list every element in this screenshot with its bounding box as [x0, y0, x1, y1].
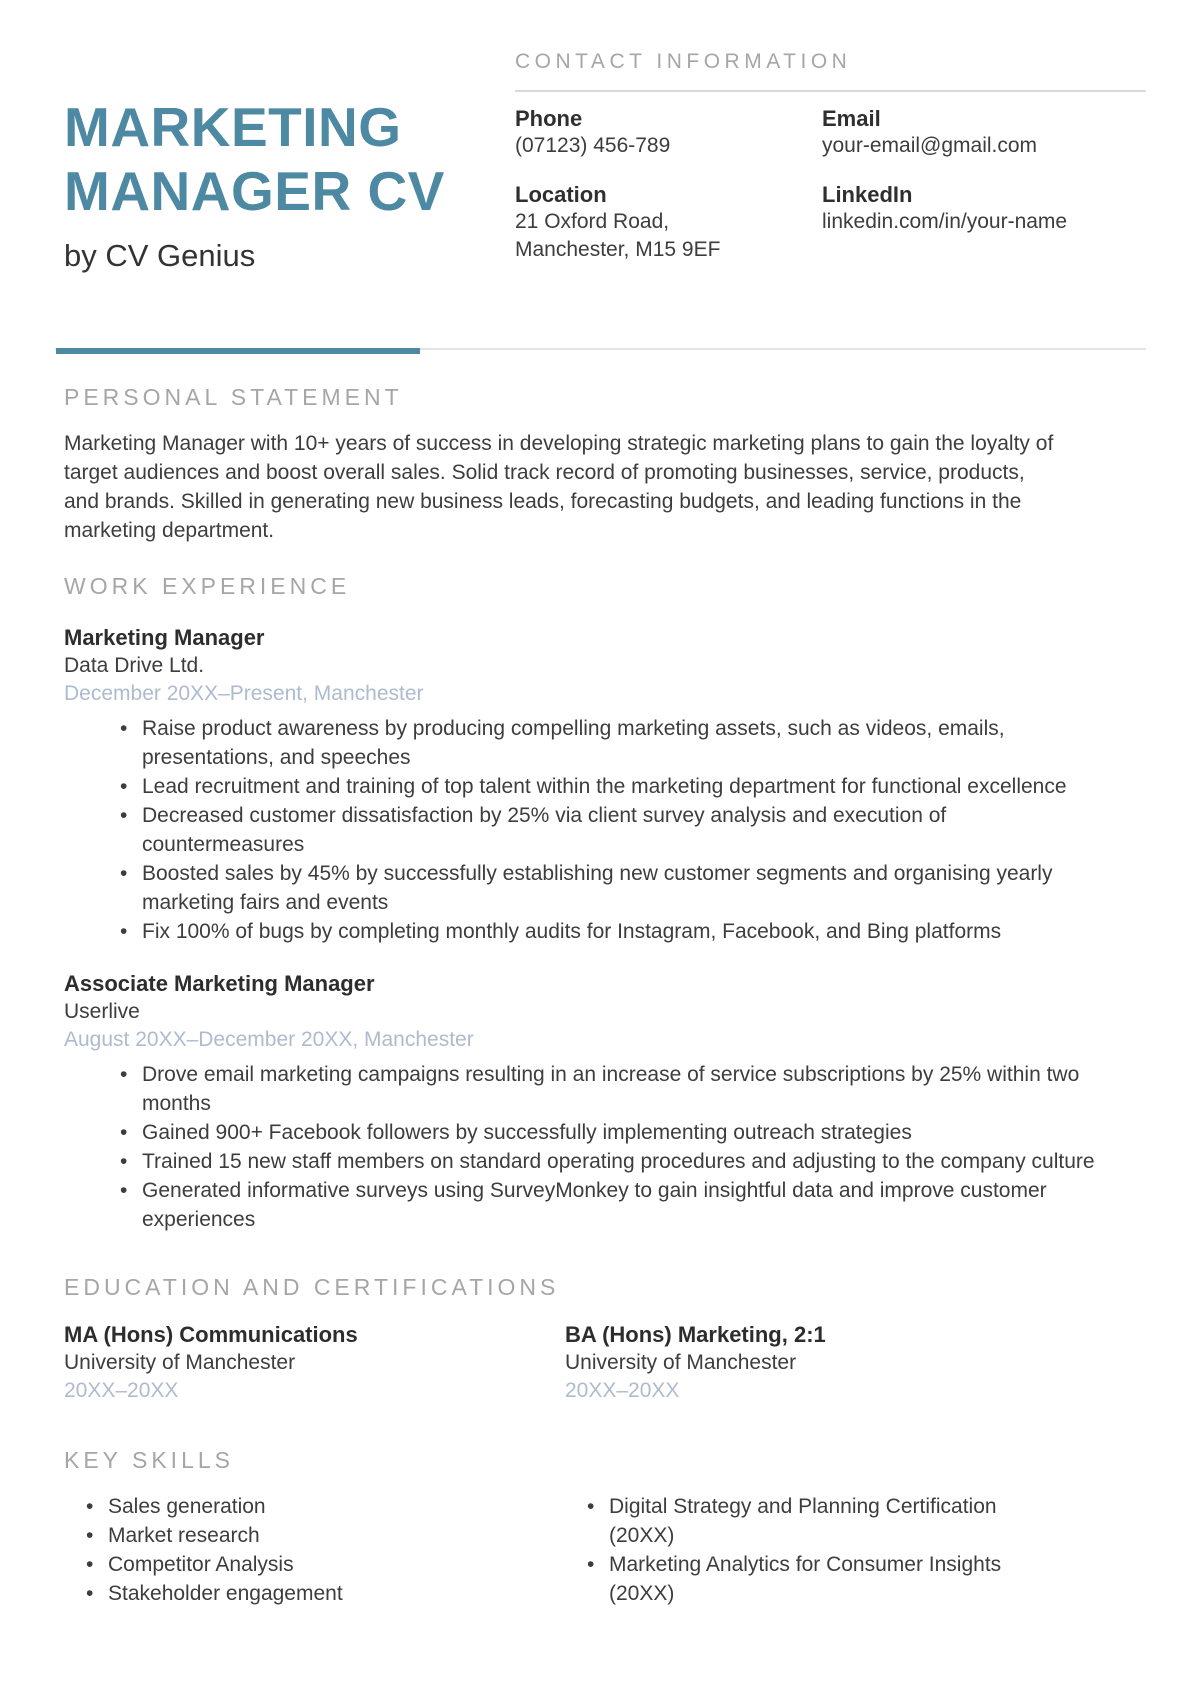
contact-section [460, 0, 1200, 348]
job-title: Associate Marketing Manager [64, 971, 375, 996]
skill-item: • Stakeholder engagement [64, 1579, 565, 1608]
personal-statement-heading: PERSONAL STATEMENT [64, 384, 403, 410]
phone-label: Phone [515, 106, 583, 131]
education-dates: 20XX–20XX [64, 1379, 179, 1402]
job-bullet-list [64, 714, 1099, 946]
job-entry-2 [64, 970, 1145, 1234]
contact-item-email [822, 106, 1146, 160]
page-subtitle: by CV Genius [64, 238, 256, 273]
email-value: your-email@gmail.com [822, 134, 1038, 157]
contact-item-phone [515, 106, 822, 160]
job-bullet: • Trained 15 new staff members on standard operating procedures and adjusting to the company culture [64, 1147, 1099, 1176]
school-name: University of Manchester [64, 1351, 296, 1374]
education-entry-2 [565, 1321, 1145, 1405]
email-label: Email [822, 106, 881, 131]
title-block [0, 0, 460, 348]
degree-name: BA (Hons) Marketing, 2:1 [565, 1322, 826, 1347]
skills-column-left [64, 1492, 565, 1608]
location-value-line2: Manchester, M15 9EF [515, 238, 721, 261]
contact-item-location [515, 182, 822, 264]
job-bullet: • Lead recruitment and training of top talent within the marketing department for functional excellence [64, 772, 1099, 801]
skill-item: • Market research [64, 1521, 565, 1550]
school-name: University of Manchester [565, 1351, 797, 1374]
job-company: Data Drive Ltd. [64, 654, 205, 677]
main-content [0, 384, 1200, 1608]
job-dates: August 20XX–December 20XX, Manchester [64, 1028, 474, 1051]
education-heading: EDUCATION AND CERTIFICATIONS [64, 1274, 560, 1300]
job-bullet: • Fix 100% of bugs by completing monthly audits for Instagram, Facebook, and Bing platforms [64, 917, 1099, 946]
skill-item: • Marketing Analytics for Consumer Insights (20XX) [565, 1550, 1035, 1608]
section-divider [55, 348, 1146, 354]
header [0, 0, 1200, 348]
skill-item: • Competitor Analysis [64, 1550, 565, 1579]
education-grid [64, 1321, 1145, 1405]
phone-value: (07123) 456-789 [515, 134, 671, 157]
location-value-line1: 21 Oxford Road, [515, 210, 670, 233]
linkedin-label: LinkedIn [822, 182, 913, 207]
divider-accent-bar [56, 348, 420, 354]
job-bullet: • Raise product awareness by producing compelling marketing assets, such as videos, emails, presentations, and speeches [64, 714, 1099, 772]
linkedin-value: linkedin.com/in/your-name [822, 210, 1068, 233]
skill-item: • Digital Strategy and Planning Certification (20XX) [565, 1492, 1035, 1550]
skills-column-right [565, 1492, 1145, 1608]
job-bullet-list [64, 1060, 1099, 1234]
contact-divider [515, 90, 1146, 92]
job-bullet: • Gained 900+ Facebook followers by successfully implementing outreach strategies [64, 1118, 1099, 1147]
job-company: Userlive [64, 1000, 140, 1023]
job-title: Marketing Manager [64, 625, 265, 650]
location-label: Location [515, 182, 607, 207]
job-dates: December 20XX–Present, Manchester [64, 682, 424, 705]
job-bullet: • Decreased customer dissatisfaction by 25% via client survey analysis and execution of countermeasures [64, 801, 1099, 859]
job-bullet: • Generated informative surveys using SurveyMonkey to gain insightful data and improve customer experiences [64, 1176, 1099, 1234]
education-dates: 20XX–20XX [565, 1379, 680, 1402]
degree-name: MA (Hons) Communications [64, 1322, 358, 1347]
job-bullet: • Boosted sales by 45% by successfully establishing new customer segments and organising yearly marketing fairs and events [64, 859, 1099, 917]
key-skills-grid [64, 1492, 1145, 1608]
key-skills-heading: KEY SKILLS [64, 1447, 234, 1473]
contact-item-linkedin [822, 182, 1146, 264]
page-title: MARKETING MANAGER CV [64, 96, 445, 222]
education-entry-1 [64, 1321, 565, 1405]
job-entry-1 [64, 624, 1145, 946]
contact-heading: CONTACT INFORMATION [515, 50, 852, 73]
personal-statement-text: Marketing Manager with 10+ years of success in developing strategic marketing plans to gain the loyalty of target audiences and boost overall sales. Solid track record of promoting businesses, service, products, and brands. Skilled in generating new business leads, forecasting budgets, and leading functions in the marketing department. [64, 432, 1054, 542]
job-bullet: • Drove email marketing campaigns resulting in an increase of service subscriptions by 25% within two months [64, 1060, 1099, 1118]
skill-item: • Sales generation [64, 1492, 565, 1521]
contact-grid [515, 106, 1146, 264]
work-experience-heading: WORK EXPERIENCE [64, 573, 351, 599]
